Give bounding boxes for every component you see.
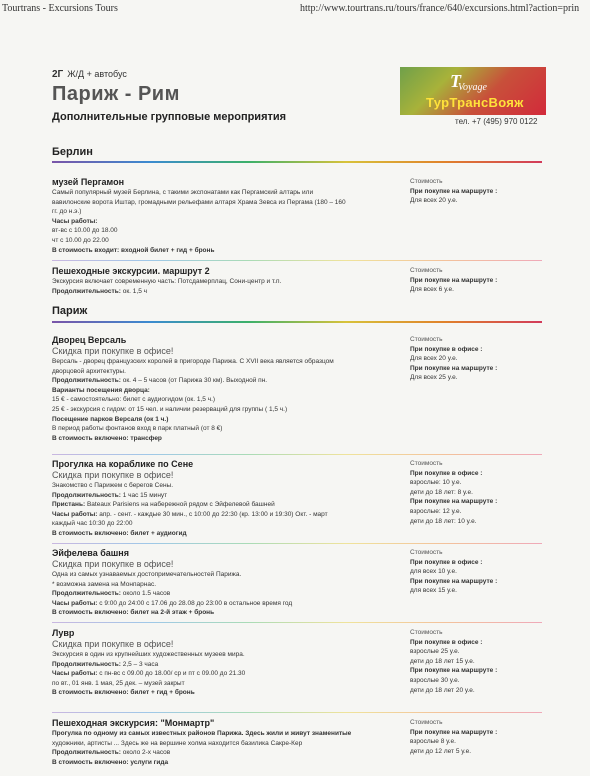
excursion-montmartre (52, 718, 542, 774)
excursion-name: Дворец Версаль (52, 335, 127, 345)
browser-print-header (0, 0, 590, 16)
price-condition: При покупке в офисе : (410, 345, 483, 353)
excursion-name: Прогулка на кораблике по Сене (52, 459, 194, 469)
includes-text: В стоимость включено: билет + гид + бронь (52, 689, 195, 697)
price-block (410, 459, 542, 526)
logo-voyage: Voyage (458, 82, 487, 93)
hours-label: Часы работы: (52, 217, 98, 225)
price-block (410, 718, 542, 756)
price-value: Для всех 6 у.е. (410, 286, 454, 294)
promo-text: Скидка при покупке в офисе! (52, 559, 174, 569)
desc-line: Знакомство с Парижем с берегов Сены. (52, 482, 174, 489)
price-value: взрослые 25 у.е. (410, 648, 460, 656)
hours-label: Часы работы: (52, 510, 98, 518)
desc-line: Одна из самых узнаваемых достопримечательностей Парижа. (52, 571, 242, 578)
price-heading: Стоимость (410, 629, 443, 636)
excursion-name: Пешеходная экскурсия: "Монмартр" (52, 718, 215, 728)
price-condition: При покупке на маршруте : (410, 577, 498, 585)
price-value: Для всех 25 у.е. (410, 374, 458, 382)
duration-value: ок. 1,5 ч (122, 287, 148, 295)
tour-subtitle: Дополнительные групповые мероприятия (52, 111, 287, 123)
price-condition: При покупке на маршруте : (410, 187, 498, 195)
desc-line: гг. до н.э.) (52, 208, 82, 216)
price-block (410, 548, 542, 596)
duration-value: 1 час 15 минут (122, 491, 168, 499)
company-phone: тел. +7 (495) 970 0122 (455, 117, 538, 126)
section-rule (52, 321, 542, 323)
hours-line: с 9:00 до 24:00 с 17.06 до 28.08 до 23:00 в остальное время год (99, 599, 293, 607)
duration-label: Продолжительность: (52, 377, 121, 385)
price-value: для всех 10 у.е. (410, 568, 457, 576)
duration-value: ок. 4 – 5 часов (от Парижа 30 км). Выходной пн. (122, 377, 268, 385)
price-condition: При покупке на маршруте : (410, 364, 498, 372)
excursion-name: Пешеходные экскурсии. маршрут 2 (52, 266, 210, 276)
desc-line: Экскурсия включает современную часть: Потсдамерплац, Сони-центр и т.п. (52, 278, 282, 285)
duration-label: Продолжительность: (52, 590, 121, 598)
duration-value: около 2-х часов (122, 749, 171, 757)
price-heading: Стоимость (410, 336, 443, 343)
desc-line: вавилонские ворота Иштар, громадными рельефами алтаря Храма Зевса из Пергама (180 – 160 (52, 198, 346, 206)
variants-label: Варианты посещения дворца: (52, 386, 150, 394)
section-rule (52, 161, 542, 163)
section-title-paris: Париж (52, 305, 88, 317)
includes-text: В стоимость входит: входной билет + гид + бронь (52, 246, 215, 254)
price-value: дети до 18 лет 20 у.е. (410, 686, 475, 694)
pier-label: Пристань: (52, 501, 86, 509)
price-heading: Стоимость (410, 178, 443, 185)
desc-line: художники, артисты ... Здесь же на вершине холма находится базилика Сакре-Кер (52, 739, 303, 747)
price-value: для всех 15 у.е. (410, 587, 457, 595)
price-condition: При покупке в офисе : (410, 469, 483, 477)
logo-letter: T (450, 71, 461, 91)
duration-label: Продолжительность: (52, 287, 121, 295)
hours-line: вт-вс с 10.00 до 18.00 (52, 227, 118, 235)
price-value: взрослые: 10 у.е. (410, 479, 462, 487)
desc-line: Экскурсия в один из крупнейших художественных музеев мира. (52, 651, 245, 658)
price-condition: При покупке на маршруте : (410, 728, 498, 736)
excursion-versailles (52, 335, 542, 450)
route-line (52, 69, 127, 80)
price-condition: При покупке в офисе : (410, 558, 483, 566)
includes-text: В стоимость включено: услуги гида (52, 758, 169, 766)
desc-line: Самый популярный музей Берлина, с такими экспонатами как Пергамский алтарь или (52, 189, 314, 196)
item-divider (52, 622, 542, 623)
hours-line: чт с 10.00 до 22.00 (52, 236, 109, 244)
excursion-name: Лувр (52, 628, 75, 638)
price-heading: Стоимость (410, 460, 443, 467)
includes-text: В стоимость включено: билет + аудиогид (52, 529, 187, 537)
hours-line: с пн-вс с 09.00 до 18.00/ ср и пт с 09.00 до 21.30 (99, 670, 246, 678)
excursion-eiffel-tower (52, 548, 542, 620)
parks-note: В период работы фонтанов вход в парк платный (от 8 €) (52, 425, 223, 433)
price-block (410, 628, 542, 695)
price-block (410, 177, 542, 206)
item-divider (52, 543, 542, 544)
duration-label: Продолжительность: (52, 749, 121, 757)
price-value: Для всех 20 у.е. (410, 355, 458, 363)
price-value: взрослые 8 у.е. (410, 738, 456, 746)
pier-value: Bateaux Parisiens на набережной рядом с Эйфелевой башней (86, 501, 275, 509)
excursion-name: музей Пергамон (52, 177, 125, 187)
duration-value: около 1.5 часов (122, 590, 171, 598)
tour-title: Париж - Рим (52, 83, 180, 105)
price-value: Для всех 20 у.е. (410, 197, 458, 205)
duration-label: Продолжительность: (52, 491, 121, 499)
price-condition: При покупке в офисе : (410, 638, 483, 646)
desc-line: Версаль - дворец французских королей в пригороде Парижа. С XVII века является образцом (52, 358, 334, 365)
promo-text: Скидка при покупке в офисе! (52, 639, 174, 649)
duration-label: Продолжительность: (52, 660, 121, 668)
excursion-walking-berlin (52, 266, 542, 302)
excursion-louvre (52, 628, 542, 708)
price-value: дети до 18 лет 15 у.е. (410, 657, 475, 665)
route-days: 2Г (52, 69, 64, 80)
desc-line: * возможна замена на Монпарнас. (52, 580, 157, 588)
includes-text: В стоимость включено: билет на 2-й этаж + бронь (52, 609, 215, 617)
variant-line: 25 € - экскурсия с гидом: от 15 чел. и наличии резерваций для группы ( 1,5 ч.) (52, 405, 288, 413)
price-value: дети до 12 лет 5 у.е. (410, 747, 472, 755)
price-block (410, 266, 542, 295)
includes-text: В стоимость включено: трансфер (52, 434, 162, 442)
price-value: дети до 18 лет: 8 у.е. (410, 488, 473, 496)
hours-label: Часы работы: (52, 670, 98, 678)
excursion-name: Эйфелева башня (52, 548, 129, 558)
price-condition: При покупке на маршруте : (410, 276, 498, 284)
desc-line: дворцовой архитектуры. (52, 367, 126, 375)
item-divider (52, 260, 542, 261)
price-heading: Стоимость (410, 267, 443, 274)
price-heading: Стоимость (410, 549, 443, 556)
price-condition: При покупке на маршруте : (410, 498, 498, 506)
hours-line: каждый час 10:30 до 22:00 (52, 520, 133, 528)
hours-line: апр. - сент. - каждые 30 мин., с 10:00 до 22:30 (кр. 13:00 и 19:30) Окт. - март (99, 510, 328, 518)
excursion-pergamon (52, 177, 542, 257)
price-condition: При покупке на маршруте : (410, 667, 498, 675)
duration-value: 2,5 – 3 часа (122, 660, 159, 668)
hours-line: по вт., 01 янв. 1 мая, 25 дек. – музей закрыт (52, 679, 185, 687)
variant-line: 15 € - самостоятельно: билет с аудиогидом (ок. 1,5 ч.) (52, 396, 216, 404)
company-logo (400, 67, 546, 115)
price-block (410, 335, 542, 383)
page-title-text: Tourtrans - Excursions Tours (2, 3, 118, 14)
page-url-text: http://www.tourtrans.ru/tours/france/640/excursions.html?action=prin (300, 3, 580, 14)
price-value: взрослые: 12 у.е. (410, 507, 462, 515)
logo-name: ТурТрансВояж (426, 95, 524, 110)
item-divider (52, 454, 542, 455)
price-heading: Стоимость (410, 719, 443, 726)
desc-line: Прогулка по одному из самых известных районов Парижа. Здесь жили и живут знаменитые (52, 730, 352, 737)
promo-text: Скидка при покупке в офисе! (52, 470, 174, 480)
excursion-seine-cruise (52, 459, 542, 541)
item-divider (52, 712, 542, 713)
route-type: Ж/Д + автобус (67, 69, 127, 79)
promo-text: Скидка при покупке в офисе! (52, 346, 174, 356)
price-value: взрослые 30 у.е. (410, 676, 460, 684)
parks-label: Посещение парков Версаля (ок 1 ч.) (52, 415, 169, 423)
price-value: дети до 18 лет: 10 у.е. (410, 517, 477, 525)
section-title-berlin: Берлин (52, 146, 93, 158)
hours-label: Часы работы: (52, 599, 98, 607)
